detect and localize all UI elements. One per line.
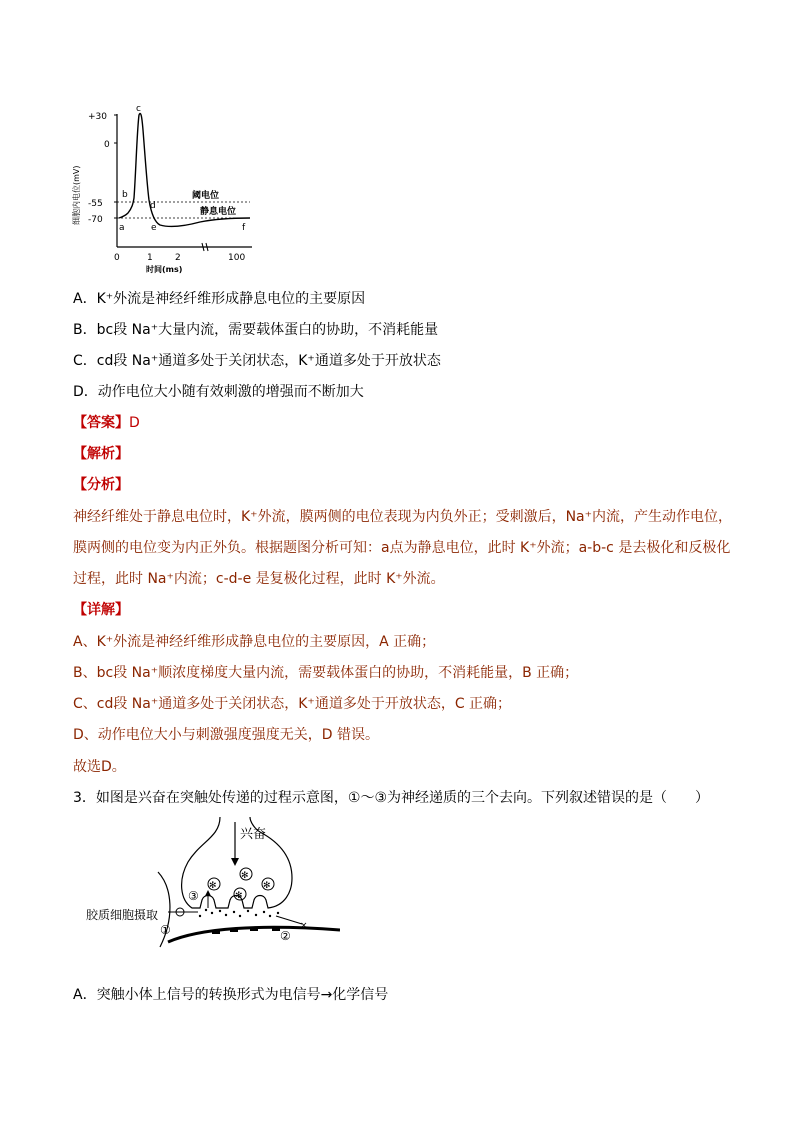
detail-label: 【详解】 — [73, 602, 129, 618]
svg-text:×: × — [300, 921, 308, 931]
vesicle — [234, 888, 246, 901]
q3-stem: 3．如图是兴奋在突触处传递的过程示意图，①～③为神经递质的三个去向。下列叙述错误的是（ ） — [73, 790, 710, 806]
route-1-label: ① — [160, 923, 171, 937]
analysis-label: 【分析】 — [73, 477, 129, 493]
x-tick-label: 1 — [147, 253, 153, 263]
q2-option-a: A．K⁺外流是神经纤维形成静息电位的主要原因 — [73, 291, 366, 307]
glia-label: 胶质细胞摄取 — [86, 908, 159, 922]
resting-label: 静息电位 — [200, 207, 237, 217]
y-tick-label: 0 — [104, 140, 110, 150]
x-tick-label: 100 — [228, 253, 246, 263]
q3-option-a: A．突触小体上信号的转换形式为电信号→化学信号 — [73, 987, 389, 1003]
route-3-label: ③ — [188, 889, 199, 903]
detail-text: C、cd段 Na⁺通道多处于关闭状态，K⁺通道多处于开放状态，C 正确； — [73, 696, 512, 712]
svg-text:✻: ✻ — [209, 881, 217, 891]
svg-text:✻: ✻ — [241, 871, 249, 881]
point-label-d: d — [150, 201, 156, 211]
point-label-a: a — [119, 223, 125, 233]
point-label-b: b — [122, 190, 128, 200]
y-tick-label: -55 — [88, 199, 103, 209]
x-tick-label: 0 — [114, 253, 120, 263]
detail-text: D、动作电位大小与刺激强度强度无关，D 错误。 — [73, 727, 380, 743]
q2-option-b: B．bc段 Na⁺大量内流，需要载体蛋白的协助，不消耗能量 — [73, 322, 439, 338]
threshold-label: 阈电位 — [192, 191, 220, 201]
answer-label: 【答案】 — [73, 415, 129, 431]
point-label-c: c — [136, 104, 141, 114]
x-tick-label: 2 — [175, 253, 181, 263]
vesicle — [262, 878, 274, 891]
q2-option-d: D．动作电位大小随有效刺激的增强而不断加大 — [73, 384, 364, 400]
action-potential-figure — [70, 100, 270, 275]
route-2-label: ② — [280, 929, 291, 943]
explain-label: 【解析】 — [73, 446, 129, 462]
excitation-label: 兴奋 — [240, 827, 267, 842]
svg-text:✻: ✻ — [235, 891, 243, 901]
analysis-text: 神经纤维处于静息电位时，K⁺外流，膜两侧的电位表现为内负外正；受刺激后，Na⁺内流，产生动作电位， — [73, 509, 733, 525]
y-axis-label: 细胞内电位(mV) — [72, 165, 81, 225]
q2-option-c: C．cd段 Na⁺通道多处于关闭状态，K⁺通道多处于开放状态 — [73, 353, 441, 369]
detail-text: A、K⁺外流是神经纤维形成静息电位的主要原因，A 正确； — [73, 634, 436, 650]
answer-line — [73, 413, 140, 433]
answer-value: D — [129, 415, 140, 431]
vesicle — [208, 878, 220, 891]
svg-text:✻: ✻ — [263, 881, 271, 891]
detail-text: B、bc段 Na⁺顺浓度梯度大量内流，需要载体蛋白的协助，不消耗能量，B 正确； — [73, 665, 579, 681]
analysis-text: 过程，此时 Na⁺内流；c-d-e 是复极化过程，此时 K⁺外流。 — [73, 571, 445, 587]
synapse-figure — [80, 812, 340, 972]
y-tick-label: -70 — [88, 215, 103, 225]
x-axis-label: 时间(ms) — [146, 265, 183, 274]
point-label-f: f — [242, 223, 246, 233]
vesicle — [240, 868, 252, 881]
analysis-text: 膜两侧的电位变为内正外负。根据题图分析可知：a点为静息电位，此时 K⁺外流；a-b-c 是去极化和反极化 — [73, 540, 731, 556]
neurotransmitter-dots — [199, 909, 279, 917]
point-label-e: e — [151, 223, 157, 233]
conclusion-text: 故选D。 — [73, 759, 126, 775]
y-tick-label: +30 — [88, 112, 107, 122]
